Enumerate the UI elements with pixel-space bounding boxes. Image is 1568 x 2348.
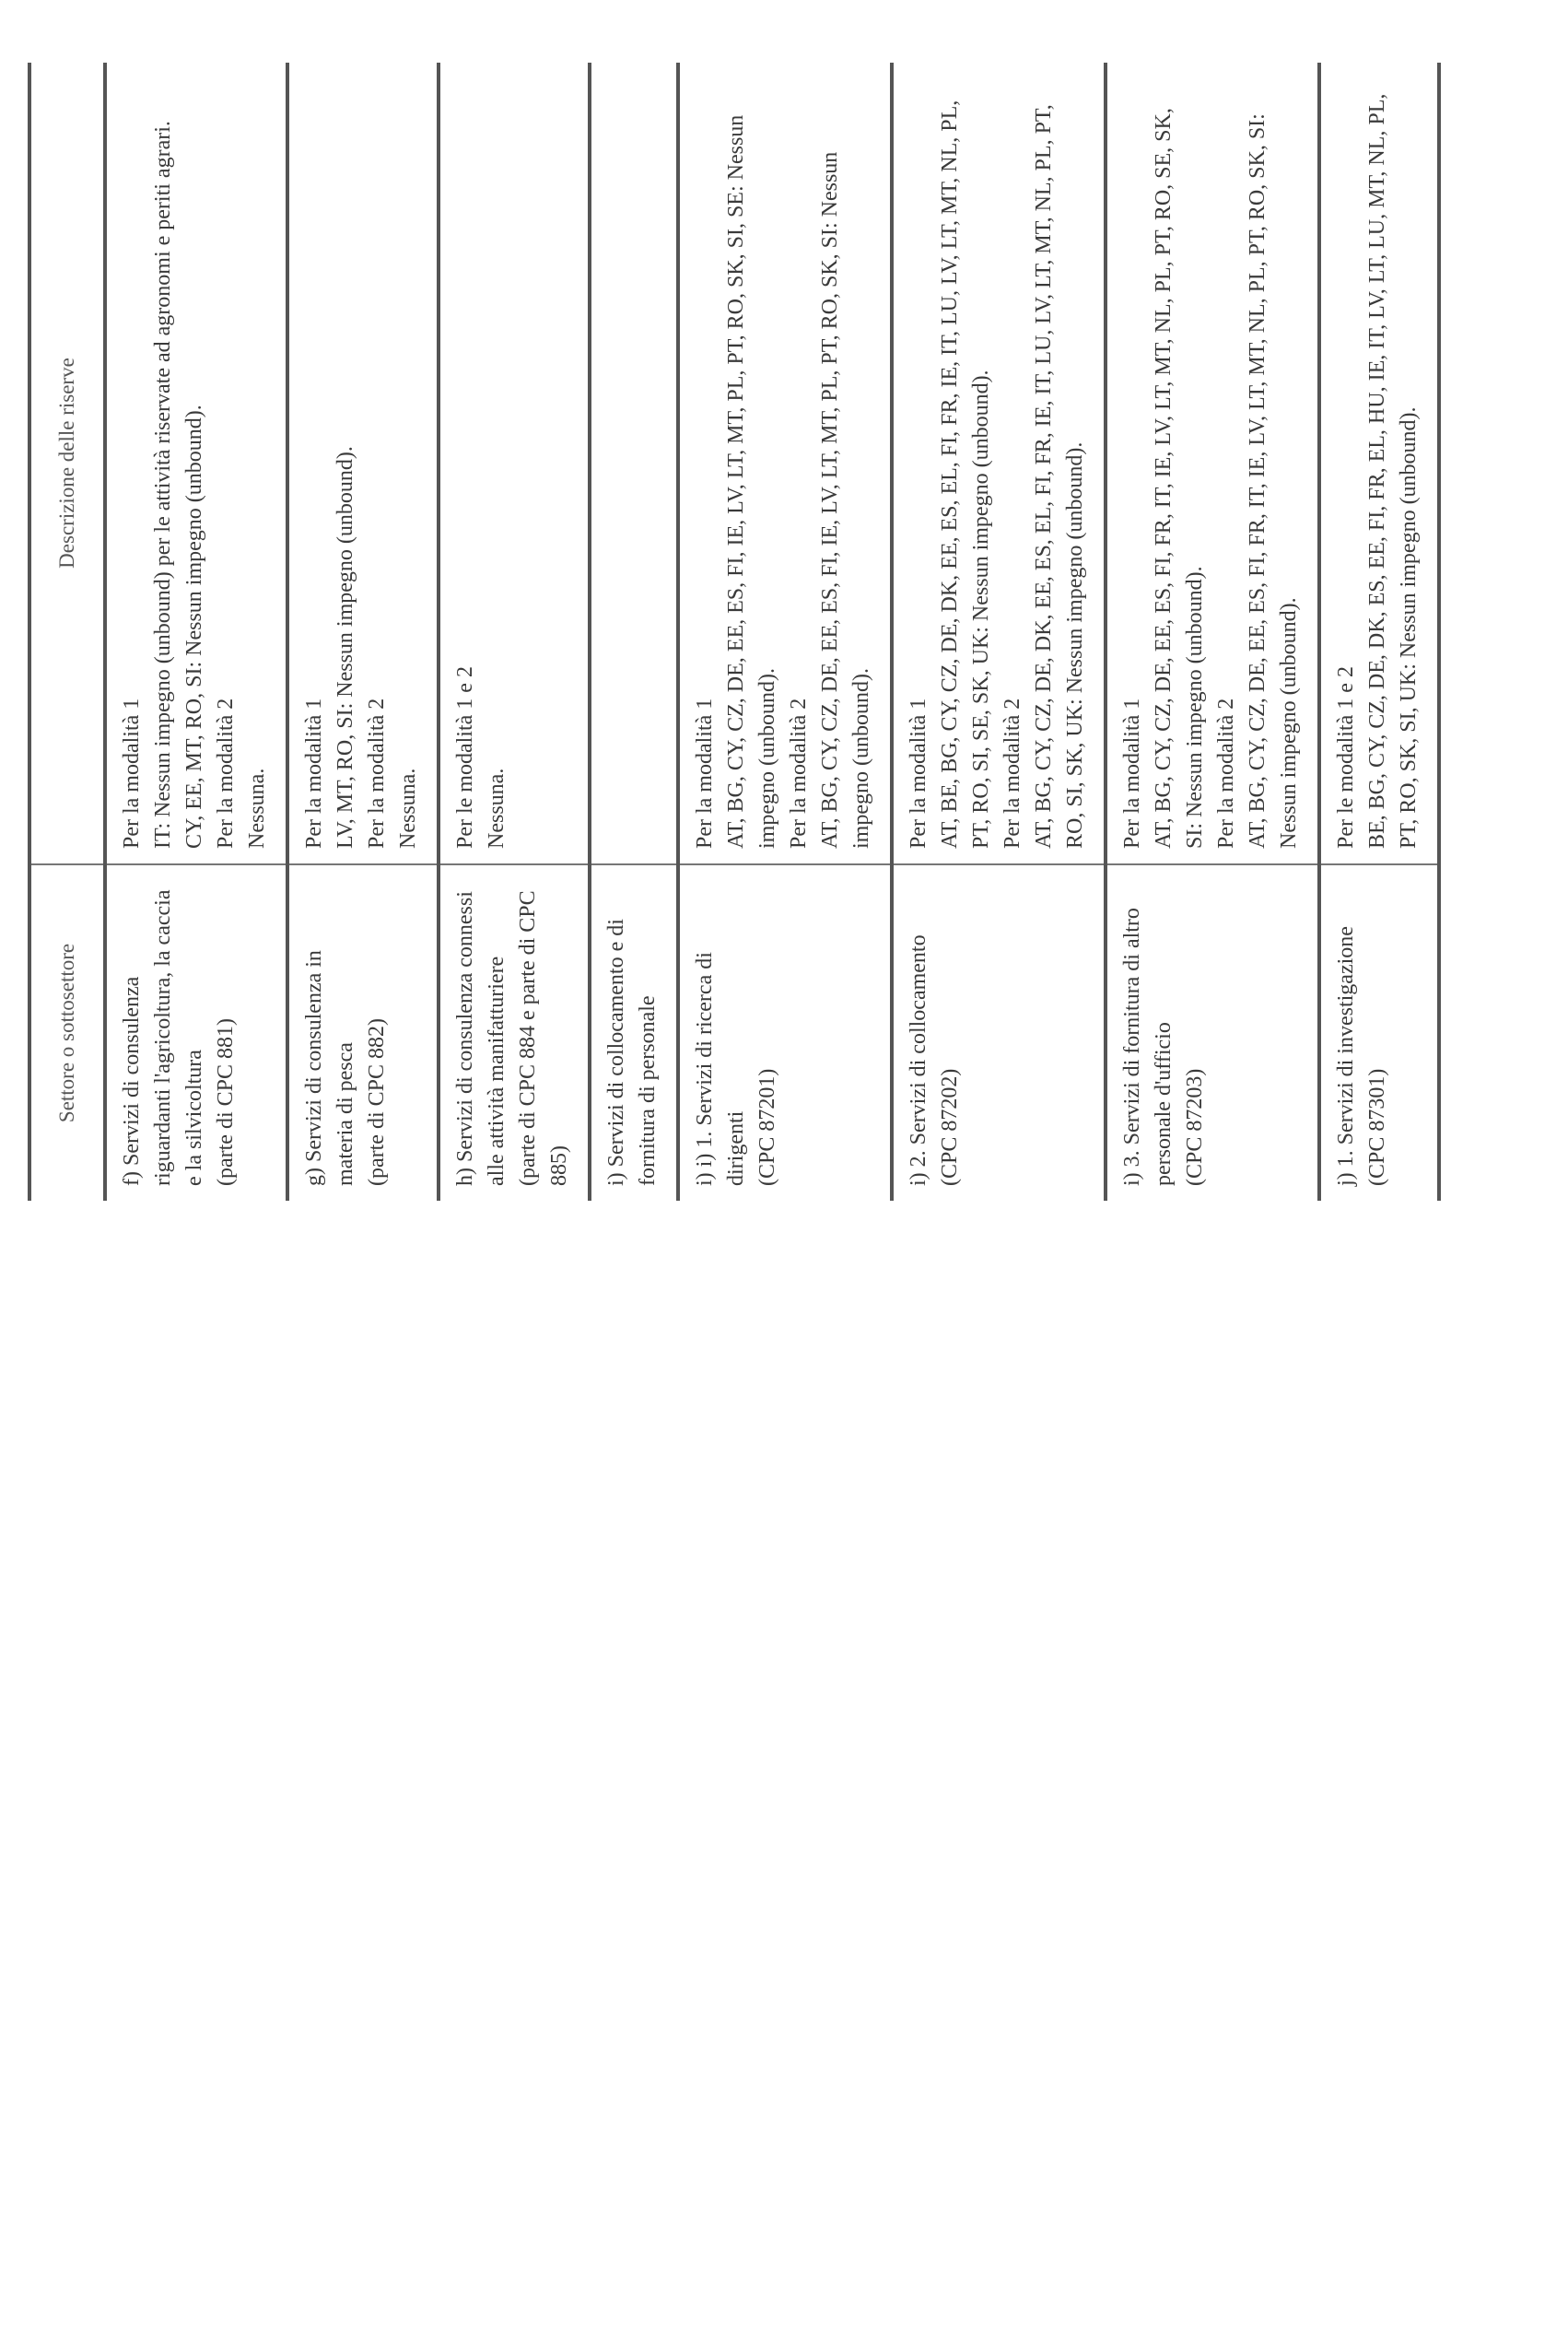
reservations-cell bbox=[1319, 63, 1439, 864]
header-sector: Settore o sottosettore bbox=[29, 864, 105, 1201]
reservation-line: BE, BG, CY, CZ, DE, DK, ES, EE, FI, FR, EL, HU, IE, IT, LV, LT, LU, MT, NL, PL, PT, RO, SK, SI, UK: Nessun impegno (unbound). bbox=[1365, 93, 1421, 849]
reservation-line: Per la modalità 2 bbox=[365, 698, 389, 849]
reservation-line: Per la modalità 2 bbox=[214, 698, 238, 849]
reservation-line: Nessuna. bbox=[245, 768, 269, 849]
header-reservations: Descrizione delle riserve bbox=[29, 63, 105, 864]
reservation-line: AT, BG, CY, CZ, DE, EE, ES, FI, FR, IT, IE, LV, LT, MT, NL, PL, PT, RO, SE, SK, SI: Nessun impegno (unbound). bbox=[1152, 108, 1207, 849]
reservation-line: Nessuna. bbox=[485, 768, 509, 849]
reservation-line: AT, BG, CY, CZ, DE, DK, EE, ES, EL, FI, FR, IE, IT, LU, LV, LT, MT, NL, PL, PT, RO, SI, SK, UK: Nessun impegno (unbound). bbox=[1032, 104, 1087, 849]
reservation-line: Per la modalità 1 bbox=[1120, 698, 1144, 849]
reservation-line: AT, BG, CY, CZ, DE, EE, ES, FI, IE, LV, LT, MT, PL, PT, RO, SK, SI, SE: Nessun impegno (unbound). bbox=[724, 114, 779, 849]
sector-line: i) 3. Servizi di fornitura di altro personale d'ufficio bbox=[1120, 908, 1176, 1186]
sector-line: i) i) 1. Servizi di ricerca di dirigenti bbox=[693, 952, 748, 1186]
reservation-line: Per la modalità 1 bbox=[120, 698, 144, 849]
reservation-line: Per le modalità 1 e 2 bbox=[1334, 666, 1358, 849]
reservations-cell bbox=[105, 63, 287, 864]
sector-line: i) 2. Servizi di collocamento bbox=[907, 934, 930, 1186]
reservations-cell bbox=[1106, 63, 1319, 864]
sector-line: (parte di CPC 881) bbox=[214, 1018, 238, 1186]
reservations-cell bbox=[892, 63, 1106, 864]
reservation-line: AT, BG, CY, CZ, DE, EE, ES, FI, FR, IT, IE, LV, LT, MT, NL, PL, PT, RO, SK, SI: Nessun impegno (unbound). bbox=[1246, 113, 1301, 849]
table-row bbox=[892, 63, 1106, 1201]
sector-cell bbox=[105, 864, 287, 1201]
sector-line: (CPC 87202) bbox=[938, 1068, 962, 1186]
sector-cell bbox=[590, 864, 678, 1201]
sector-cell bbox=[1319, 864, 1439, 1201]
reservation-line: Per la modalità 2 bbox=[1214, 698, 1238, 849]
sector-line: (parte di CPC 884 e parte di CPC 885) bbox=[516, 890, 571, 1186]
sector-cell bbox=[439, 864, 590, 1201]
table-row bbox=[678, 63, 892, 1201]
reservation-line: Per la modalità 2 bbox=[1000, 698, 1024, 849]
reservation-line: Nessuna. bbox=[396, 768, 420, 849]
table-row bbox=[590, 63, 678, 1201]
reservations-table bbox=[28, 63, 1441, 1201]
table-row bbox=[105, 63, 287, 1201]
reservation-line: CY, EE, MT, RO, SI: Nessun impegno (unbound). bbox=[182, 405, 206, 849]
sector-cell bbox=[287, 864, 439, 1201]
sector-line: (CPC 87301) bbox=[1365, 1068, 1389, 1186]
reservation-line: Per la modalità 1 bbox=[302, 698, 326, 849]
reservation-line: AT, BE, BG, CY, CZ, DE, DK, EE, ES, EL, FI, FR, IE, IT, LU, LV, LT, MT, NL, PL, PT, RO, SI, SE, SK, UK: Nessun impegno (unbound). bbox=[938, 100, 993, 849]
sector-line: h) Servizi di consulenza connessi alle attività manifatturiere bbox=[453, 891, 509, 1186]
reservation-line: Per la modalità 1 bbox=[907, 698, 930, 849]
reservation-line: Per la modalità 2 bbox=[787, 698, 811, 849]
sector-line: i) Servizi di collocamento e di fornitura di personale bbox=[604, 919, 660, 1186]
table-row bbox=[439, 63, 590, 1201]
table-row bbox=[1319, 63, 1439, 1201]
sector-line: (CPC 87201) bbox=[755, 1068, 779, 1186]
reservations-cell bbox=[590, 63, 678, 864]
reservations-cell bbox=[287, 63, 439, 864]
sector-cell bbox=[1106, 864, 1319, 1201]
reservation-line: IT: Nessun impegno (unbound) per le attività riservate ad agronomi e periti agrari. bbox=[151, 121, 175, 849]
sector-line: f) Servizi di consulenza riguardanti l'agricoltura, la caccia e la silvicoltura bbox=[120, 889, 206, 1186]
sector-cell bbox=[678, 864, 892, 1201]
reservations-cell bbox=[678, 63, 892, 864]
reservations-cell bbox=[439, 63, 590, 864]
table-row bbox=[287, 63, 439, 1201]
sector-line: j) 1. Servizi di investigazione bbox=[1334, 926, 1358, 1186]
table-row bbox=[1106, 63, 1319, 1201]
sector-line: (parte di CPC 882) bbox=[365, 1018, 389, 1186]
reservation-line: LV, MT, RO, SI: Nessun impegno (unbound). bbox=[333, 446, 357, 849]
table-header-row bbox=[29, 63, 105, 1201]
sector-line: g) Servizi di consulenza in materia di pesca bbox=[302, 950, 357, 1186]
reservation-line: Per la modalità 1 bbox=[693, 698, 717, 849]
sector-line: (CPC 87203) bbox=[1183, 1068, 1207, 1186]
sector-cell bbox=[892, 864, 1106, 1201]
reservation-line: AT, BG, CY, CZ, DE, EE, ES, FI, IE, LV, LT, MT, PL, PT, RO, SK, SI: Nessun impegno (unbound). bbox=[818, 151, 873, 849]
reservation-line: Per le modalità 1 e 2 bbox=[453, 666, 477, 849]
